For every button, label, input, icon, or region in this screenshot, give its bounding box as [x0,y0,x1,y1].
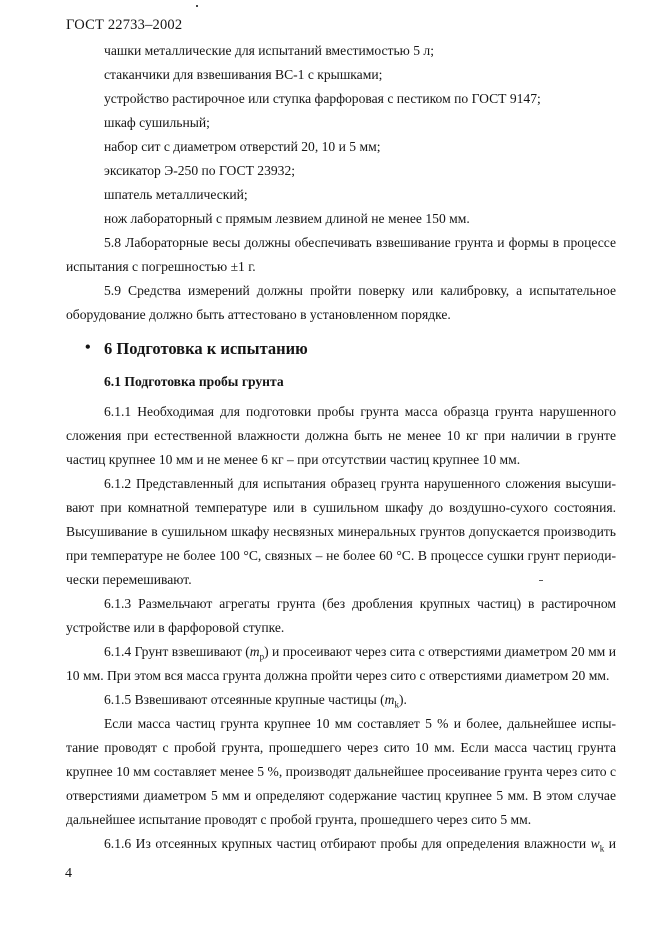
paragraph-line: сложения при естественной влажности должна быть не менее 10 кг при наличии в грунте [66,428,616,443]
paragraph-line: частиц крупнее 10 мм и не менее 6 кг – при отсутствии частиц крупнее 10 мм. [66,452,521,467]
paragraph-line: крупнее 10 мм составляет менее 5 %, производят дальнейшее просеивание грунта через сито с [66,764,616,779]
paragraph-line: дальнейшее испытание проводят с пробой грунта, прошедшего через сито 5 мм. [66,812,532,827]
section-bullet: • [85,339,91,356]
paragraph-line: устройстве или в фарфоровой ступке. [66,620,285,635]
paragraph-line: 5.8 Лабораторные весы должны обеспечивать взвешивание грунта и формы в процессе [104,235,616,250]
list-item: стаканчики для взвешивания ВС-1 с крышками; [104,67,383,82]
list-item: шпатель металлический; [104,187,248,202]
text-run: и [604,836,616,851]
text-run: 6.1.4 Грунт взвешивают ( [104,644,250,659]
list-item: набор сит с диаметром отверстий 20, 10 и 5 мм; [104,139,381,154]
text-run: ). [398,692,407,707]
list-item: эксикатор Э-250 по ГОСТ 23932; [104,163,296,178]
paragraph-line: 10 мм. При этом вся масса грунта должна пройти через сито с отверстиями диаметром 20 мм. [66,668,610,683]
page-number: 4 [65,866,72,881]
text-run: ) и просеивают через сита с отверстиями диаметром 20 мм и [264,644,616,659]
paragraph-line: оборудование должно быть аттестовано в установленном порядке. [66,307,451,322]
paragraph-line [104,837,616,854]
list-item: нож лабораторный с прямым лезвием длиной не менее 150 мм. [104,211,470,226]
subsection-title: 6.1 Подготовка пробы грунта [104,374,284,389]
list-item: шкаф сушильный; [104,115,210,130]
paragraph-line: 6.1.2 Представленный для испытания образец грунта нарушенного сложения высуши- [104,476,616,491]
math-subscript: p [259,651,265,662]
paragraph-line: при температуре не более 100 °С, связных – не более 60 °С. В процессе сушки грунт периоди- [66,548,616,563]
math-variable: m [384,692,395,707]
paragraph-line: отверстиями диаметром 5 мм и определяют содержание частиц крупнее 5 мм. В этом случае [66,788,616,803]
paragraph-line: чески перемешивают. [66,572,192,587]
paragraph-line: Высушивание в сушильном шкафу несвязных минеральных грунтов допускается производить [66,524,616,539]
paragraph-line: Если масса частиц грунта крупнее 10 мм составляет 5 % и более, дальнейшее испы- [104,716,616,731]
paragraph-line [104,645,616,662]
math-subscript: k [394,699,399,710]
math-variable: w [590,836,600,851]
paragraph-line: тание проводят с пробой грунта, прошедшего через сито 10 мм. Если масса частиц грунта [66,740,616,755]
scan-speck [539,580,543,581]
paragraph-line [104,693,407,710]
math-variable: m [249,644,260,659]
math-subscript: k [599,843,605,854]
paragraph-line: испытания с погрешностью ±1 г. [66,259,256,274]
text-run: 6.1.6 Из отсеянных крупных частиц отбирают пробы для определения влажности [104,836,591,851]
section-title: 6 Подготовка к испытанию [104,339,308,358]
paragraph-line: вают при комнатной температуре или в сушильном шкафу до воздушно-сухого состояния. [66,500,616,515]
document-header: ГОСТ 22733–2002 [66,17,183,33]
paragraph-line: 6.1.1 Необходимая для подготовки пробы грунта масса образца грунта нарушенного [104,404,616,419]
text-run: 6.1.5 Взвешивают отсеянные крупные частицы ( [104,692,385,707]
scan-speck [196,5,198,7]
list-item: устройство растирочное или ступка фарфоровая с пестиком по ГОСТ 9147; [104,91,541,106]
list-item: чашки металлические для испытаний вместимостью 5 л; [104,43,434,58]
paragraph-line: 6.1.3 Размельчают агрегаты грунта (без дробления крупных частиц) в растирочном [104,596,616,611]
paragraph-line: 5.9 Средства измерений должны пройти поверку или калибровку, а испытательное [104,283,616,298]
